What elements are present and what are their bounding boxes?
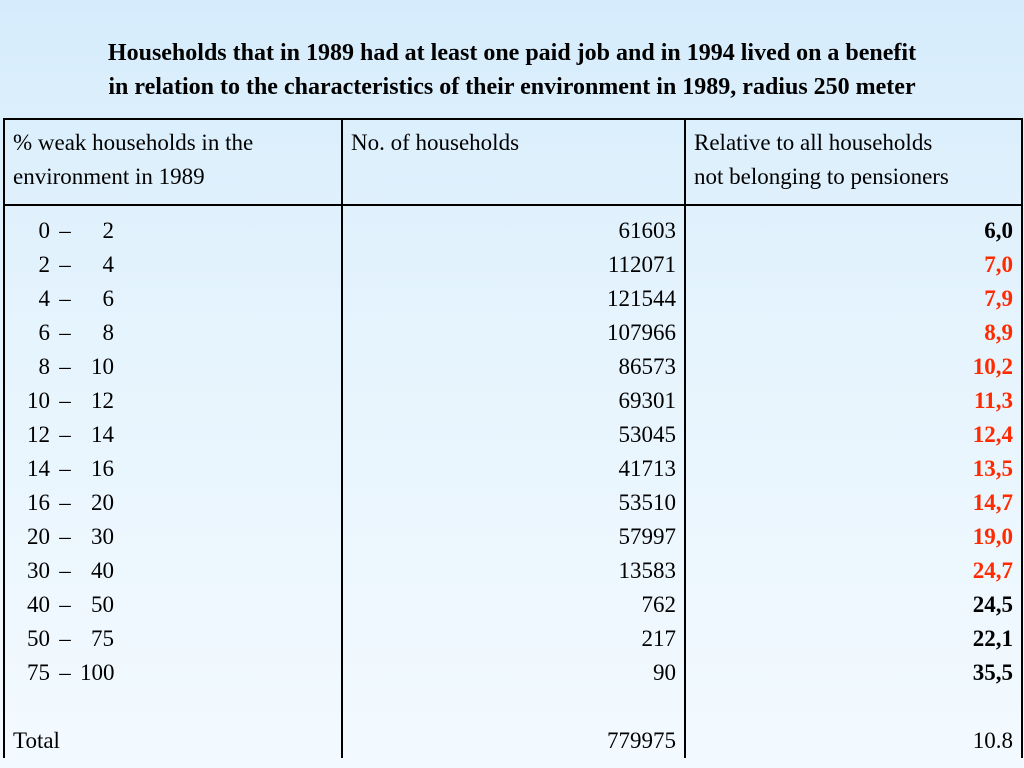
relative-cell: 11,3 — [974, 388, 1013, 413]
range-high: 6 — [102, 286, 114, 311]
range-cell — [13, 384, 333, 418]
range-cell — [13, 520, 333, 554]
relative-cell: 7,9 — [984, 286, 1013, 311]
range-high: 4 — [102, 252, 114, 277]
header-col1-line1: % weak households in the — [13, 130, 254, 155]
spacer — [13, 690, 333, 724]
range-cell — [13, 554, 333, 588]
relative-cell: 19,0 — [972, 524, 1013, 549]
total-relative: 10.8 — [972, 728, 1013, 753]
households-cell: 762 — [641, 592, 676, 617]
range-cell — [13, 282, 333, 316]
range-high: 12 — [91, 388, 114, 413]
title-line-1: Households that in 1989 had at least one paid job and in 1994 lived on a benefit — [107, 40, 917, 66]
households-cell: 107966 — [607, 320, 676, 345]
range-high: 50 — [91, 592, 114, 617]
relative-cell: 14,7 — [972, 490, 1013, 515]
header-weak-households — [4, 119, 342, 205]
relative-cell: 22,1 — [972, 626, 1013, 651]
households-cell: 61603 — [618, 218, 676, 243]
range-high: 8 — [102, 320, 114, 345]
range-cell — [13, 486, 333, 520]
range-dash: – — [59, 456, 71, 481]
range-dash: – — [59, 252, 71, 277]
range-high: 30 — [91, 524, 114, 549]
range-cell — [13, 316, 333, 350]
range-low: 20 — [27, 524, 50, 549]
range-low: 40 — [27, 592, 50, 617]
range-cell — [13, 588, 333, 622]
households-cell: 13583 — [618, 558, 676, 583]
range-high: 100 — [80, 660, 115, 685]
range-high: 20 — [91, 490, 114, 515]
range-low: 2 — [38, 252, 50, 277]
households-cell: 90 — [653, 660, 676, 685]
households-cell: 57997 — [618, 524, 676, 549]
range-cell — [13, 656, 333, 690]
range-cell — [13, 452, 333, 486]
range-dash: – — [59, 558, 71, 583]
range-dash: – — [59, 524, 71, 549]
range-low: 14 — [27, 456, 50, 481]
header-col3-line1: Relative to all households — [694, 130, 933, 155]
range-low: 6 — [38, 320, 50, 345]
relative-cell: 12,4 — [972, 422, 1013, 447]
range-low: 75 — [27, 660, 50, 685]
header-col1-line2: environment in 1989 — [13, 164, 205, 189]
range-cell — [13, 248, 333, 282]
households-table — [3, 118, 1023, 758]
range-high: 2 — [102, 218, 114, 243]
body-row — [4, 205, 1022, 758]
range-high: 10 — [91, 354, 114, 379]
relative-column — [685, 205, 1022, 758]
range-high: 75 — [91, 626, 114, 651]
households-cell: 41713 — [618, 456, 676, 481]
spacer — [351, 690, 676, 724]
range-dash: – — [59, 286, 71, 311]
range-column — [4, 205, 342, 758]
range-low: 8 — [38, 354, 50, 379]
households-cell: 53045 — [618, 422, 676, 447]
range-cell — [13, 350, 333, 384]
range-high: 40 — [91, 558, 114, 583]
range-low: 0 — [38, 218, 50, 243]
range-dash: – — [59, 592, 71, 617]
range-dash: – — [59, 660, 71, 685]
header-no-households — [342, 119, 685, 205]
households-column — [342, 205, 685, 758]
range-cell — [13, 622, 333, 656]
households-cell: 86573 — [618, 354, 676, 379]
spacer — [694, 690, 1013, 724]
relative-cell: 8,9 — [984, 320, 1013, 345]
range-low: 4 — [38, 286, 50, 311]
range-dash: – — [59, 422, 71, 447]
households-cell: 53510 — [618, 490, 676, 515]
range-cell — [13, 418, 333, 452]
range-low: 50 — [27, 626, 50, 651]
title-line-2: in relation to the characteristics of their environment in 1989, radius 250 meter — [108, 74, 916, 100]
header-col2: No. of households — [351, 130, 520, 155]
relative-cell: 24,7 — [972, 558, 1013, 583]
households-cell: 121544 — [607, 286, 676, 311]
range-dash: – — [59, 354, 71, 379]
range-dash: – — [59, 218, 71, 243]
range-low: 10 — [27, 388, 50, 413]
range-dash: – — [59, 490, 71, 515]
relative-cell: 6,0 — [984, 218, 1013, 243]
range-low: 12 — [27, 422, 50, 447]
relative-cell: 13,5 — [972, 456, 1013, 481]
households-cell: 69301 — [618, 388, 676, 413]
relative-cell: 35,5 — [972, 660, 1013, 685]
range-dash: – — [59, 388, 71, 413]
relative-cell: 7,0 — [984, 252, 1013, 277]
range-low: 16 — [27, 490, 50, 515]
slide-title — [0, 36, 1024, 104]
range-dash: – — [59, 320, 71, 345]
range-dash: – — [59, 626, 71, 651]
range-low: 30 — [27, 558, 50, 583]
header-row — [4, 119, 1022, 205]
total-households: 779975 — [607, 728, 676, 753]
range-high: 14 — [91, 422, 114, 447]
relative-cell: 10,2 — [972, 354, 1013, 379]
relative-cell: 24,5 — [972, 592, 1013, 617]
households-cell: 217 — [641, 626, 676, 651]
header-relative — [685, 119, 1022, 205]
header-col3-line2: not belonging to pensioners — [694, 164, 949, 189]
range-cell — [13, 214, 333, 248]
households-cell: 112071 — [607, 252, 676, 277]
total-label: Total — [13, 728, 60, 753]
range-high: 16 — [91, 456, 114, 481]
